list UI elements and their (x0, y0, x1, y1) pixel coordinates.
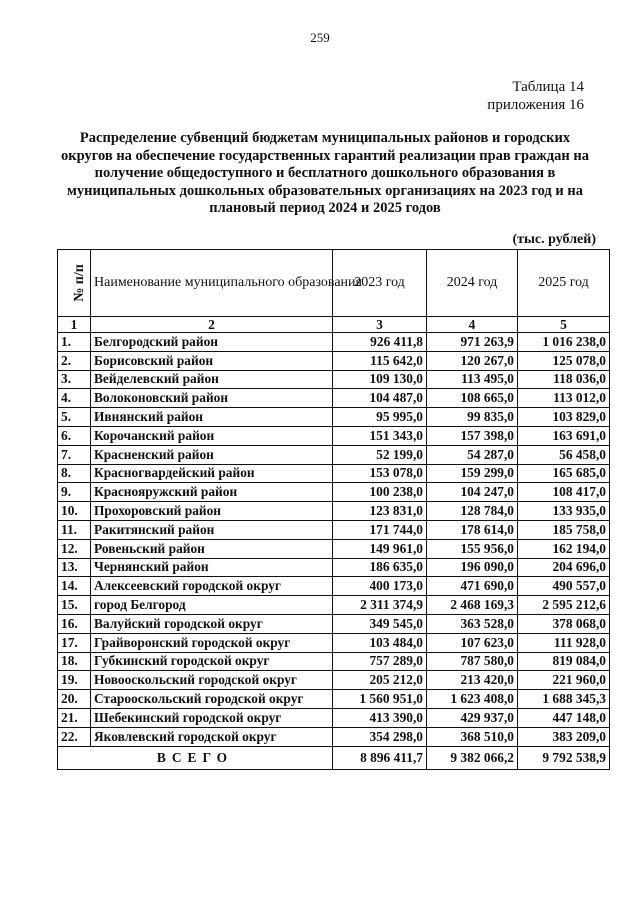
column-index: 3 (333, 317, 427, 333)
header-2023: 2023 год (333, 250, 427, 317)
value-2023: 52 199,0 (333, 445, 427, 464)
table-row (58, 727, 610, 746)
value-2023: 103 484,0 (333, 633, 427, 652)
header-2024: 2024 год (427, 250, 518, 317)
table-row (58, 596, 610, 615)
row-number: 11. (58, 520, 91, 539)
value-2023: 354 298,0 (333, 727, 427, 746)
value-2023: 186 635,0 (333, 558, 427, 577)
value-2024: 1 623 408,0 (427, 690, 518, 709)
value-2025: 125 078,0 (518, 351, 610, 370)
municipality-name: Красногвардейский район (91, 464, 333, 483)
table-row (58, 614, 610, 633)
row-number: 12. (58, 539, 91, 558)
value-2025: 819 084,0 (518, 652, 610, 671)
municipality-name: Чернянский район (91, 558, 333, 577)
row-number: 3. (58, 370, 91, 389)
municipality-name: Старооскольский городской округ (91, 690, 333, 709)
table-row (58, 389, 610, 408)
table-row (58, 483, 610, 502)
value-2024: 178 614,0 (427, 520, 518, 539)
value-2024: 787 580,0 (427, 652, 518, 671)
value-2024: 108 665,0 (427, 389, 518, 408)
row-number: 4. (58, 389, 91, 408)
value-2025: 1 688 345,3 (518, 690, 610, 709)
municipality-name: Красненский район (91, 445, 333, 464)
value-2025: 165 685,0 (518, 464, 610, 483)
value-2023: 413 390,0 (333, 708, 427, 727)
table-ref-line2: приложения 16 (487, 97, 584, 113)
value-2023: 926 411,8 (333, 333, 427, 352)
value-2024: 429 937,0 (427, 708, 518, 727)
value-2024: 155 956,0 (427, 539, 518, 558)
municipality-name: Новооскольский городской округ (91, 671, 333, 690)
value-2025: 56 458,0 (518, 445, 610, 464)
row-number: 21. (58, 708, 91, 727)
value-2023: 151 343,0 (333, 426, 427, 445)
value-2024: 196 090,0 (427, 558, 518, 577)
value-2024: 99 835,0 (427, 408, 518, 427)
table-row (58, 351, 610, 370)
row-number: 17. (58, 633, 91, 652)
row-number: 6. (58, 426, 91, 445)
value-2024: 157 398,0 (427, 426, 518, 445)
row-number: 7. (58, 445, 91, 464)
municipality-name: Прохоровский район (91, 502, 333, 521)
value-2024: 2 468 169,3 (427, 596, 518, 615)
municipality-name: Губкинский городской округ (91, 652, 333, 671)
value-2025: 2 595 212,6 (518, 596, 610, 615)
value-2023: 104 487,0 (333, 389, 427, 408)
municipality-name: Борисовский район (91, 351, 333, 370)
table-row (58, 464, 610, 483)
value-2024: 128 784,0 (427, 502, 518, 521)
value-2025: 113 012,0 (518, 389, 610, 408)
row-number: 1. (58, 333, 91, 352)
municipality-name: Ракитянский район (91, 520, 333, 539)
column-index: 5 (518, 317, 610, 333)
header-name: Наименование муниципального образования (91, 250, 333, 317)
value-2023: 95 995,0 (333, 408, 427, 427)
value-2023: 1 560 951,0 (333, 690, 427, 709)
value-2023: 115 642,0 (333, 351, 427, 370)
value-2025: 108 417,0 (518, 483, 610, 502)
total-2023: 8 896 411,7 (333, 746, 427, 769)
row-number: 15. (58, 596, 91, 615)
municipality-name: Вейделевский район (91, 370, 333, 389)
row-number: 10. (58, 502, 91, 521)
table-row (58, 539, 610, 558)
row-number: 9. (58, 483, 91, 502)
table-row (58, 370, 610, 389)
table-reference (487, 78, 584, 114)
municipality-name: Ровеньский район (91, 539, 333, 558)
value-2025: 221 960,0 (518, 671, 610, 690)
value-2023: 171 744,0 (333, 520, 427, 539)
value-2024: 368 510,0 (427, 727, 518, 746)
table-row (58, 708, 610, 727)
row-number: 18. (58, 652, 91, 671)
municipality-name: Алексеевский городской округ (91, 577, 333, 596)
table-row (58, 445, 610, 464)
row-number: 14. (58, 577, 91, 596)
total-label: ВСЕГО (58, 746, 333, 769)
value-2025: 490 557,0 (518, 577, 610, 596)
page-number: 259 (310, 30, 330, 45)
value-2024: 471 690,0 (427, 577, 518, 596)
table-row (58, 652, 610, 671)
row-number: 5. (58, 408, 91, 427)
municipality-name: Яковлевский городской округ (91, 727, 333, 746)
column-index: 1 (58, 317, 91, 333)
header-row (58, 250, 610, 317)
municipality-name: Корочанский район (91, 426, 333, 445)
municipality-name: Белгородский район (91, 333, 333, 352)
value-2023: 400 173,0 (333, 577, 427, 596)
value-2025: 118 036,0 (518, 370, 610, 389)
column-index: 2 (91, 317, 333, 333)
table-row (58, 633, 610, 652)
value-2024: 54 287,0 (427, 445, 518, 464)
row-number: 20. (58, 690, 91, 709)
total-row (58, 746, 610, 769)
value-2024: 113 495,0 (427, 370, 518, 389)
subvention-table (57, 249, 610, 770)
value-2025: 103 829,0 (518, 408, 610, 427)
total-2025: 9 792 538,9 (518, 746, 610, 769)
value-2024: 971 263,9 (427, 333, 518, 352)
value-2023: 149 961,0 (333, 539, 427, 558)
table-row (58, 408, 610, 427)
municipality-name: Валуйский городской округ (91, 614, 333, 633)
table-row (58, 502, 610, 521)
header-2025: 2025 год (518, 250, 610, 317)
table-row (58, 333, 610, 352)
table-ref-line1: Таблица 14 (512, 79, 584, 95)
value-2023: 757 289,0 (333, 652, 427, 671)
value-2023: 109 130,0 (333, 370, 427, 389)
value-2023: 100 238,0 (333, 483, 427, 502)
units-label: (тыс. рублей) (512, 232, 596, 247)
municipality-name: Ивнянский район (91, 408, 333, 427)
municipality-name: Волоконовский район (91, 389, 333, 408)
total-2024: 9 382 066,2 (427, 746, 518, 769)
value-2025: 162 194,0 (518, 539, 610, 558)
value-2025: 383 209,0 (518, 727, 610, 746)
municipality-name: Грайворонский городской округ (91, 633, 333, 652)
value-2024: 120 267,0 (427, 351, 518, 370)
document-title: Распределение субвенций бюджетам муниципальных районов и городских округов на обеспечение государственных гарантий реализации прав граждан на получение общедоступного и бесплатного дошкольного образования в муниципальных дошкольных образовательных организациях на 2023 год и на плановый период 2024 и 2025 годов (61, 130, 589, 217)
value-2025: 378 068,0 (518, 614, 610, 633)
value-2024: 107 623,0 (427, 633, 518, 652)
value-2023: 153 078,0 (333, 464, 427, 483)
row-number: 16. (58, 614, 91, 633)
value-2024: 159 299,0 (427, 464, 518, 483)
value-2025: 163 691,0 (518, 426, 610, 445)
table-row (58, 577, 610, 596)
row-number: 2. (58, 351, 91, 370)
municipality-name: Шебекинский городской округ (91, 708, 333, 727)
value-2025: 133 935,0 (518, 502, 610, 521)
value-2025: 111 928,0 (518, 633, 610, 652)
column-index: 4 (427, 317, 518, 333)
municipality-name: Краснояружский район (91, 483, 333, 502)
value-2024: 104 247,0 (427, 483, 518, 502)
municipality-name: город Белгород (91, 596, 333, 615)
value-2025: 1 016 238,0 (518, 333, 610, 352)
row-number: 8. (58, 464, 91, 483)
value-2023: 123 831,0 (333, 502, 427, 521)
value-2025: 185 758,0 (518, 520, 610, 539)
table-row (58, 558, 610, 577)
value-2023: 205 212,0 (333, 671, 427, 690)
table-row (58, 426, 610, 445)
table-row (58, 690, 610, 709)
table-row (58, 671, 610, 690)
table-row (58, 520, 610, 539)
value-2024: 213 420,0 (427, 671, 518, 690)
row-number: 22. (58, 727, 91, 746)
column-index-row (58, 317, 610, 333)
row-number: 13. (58, 558, 91, 577)
value-2024: 363 528,0 (427, 614, 518, 633)
row-number: 19. (58, 671, 91, 690)
value-2025: 204 696,0 (518, 558, 610, 577)
header-number: № п/п (58, 250, 91, 317)
value-2023: 349 545,0 (333, 614, 427, 633)
value-2023: 2 311 374,9 (333, 596, 427, 615)
value-2025: 447 148,0 (518, 708, 610, 727)
